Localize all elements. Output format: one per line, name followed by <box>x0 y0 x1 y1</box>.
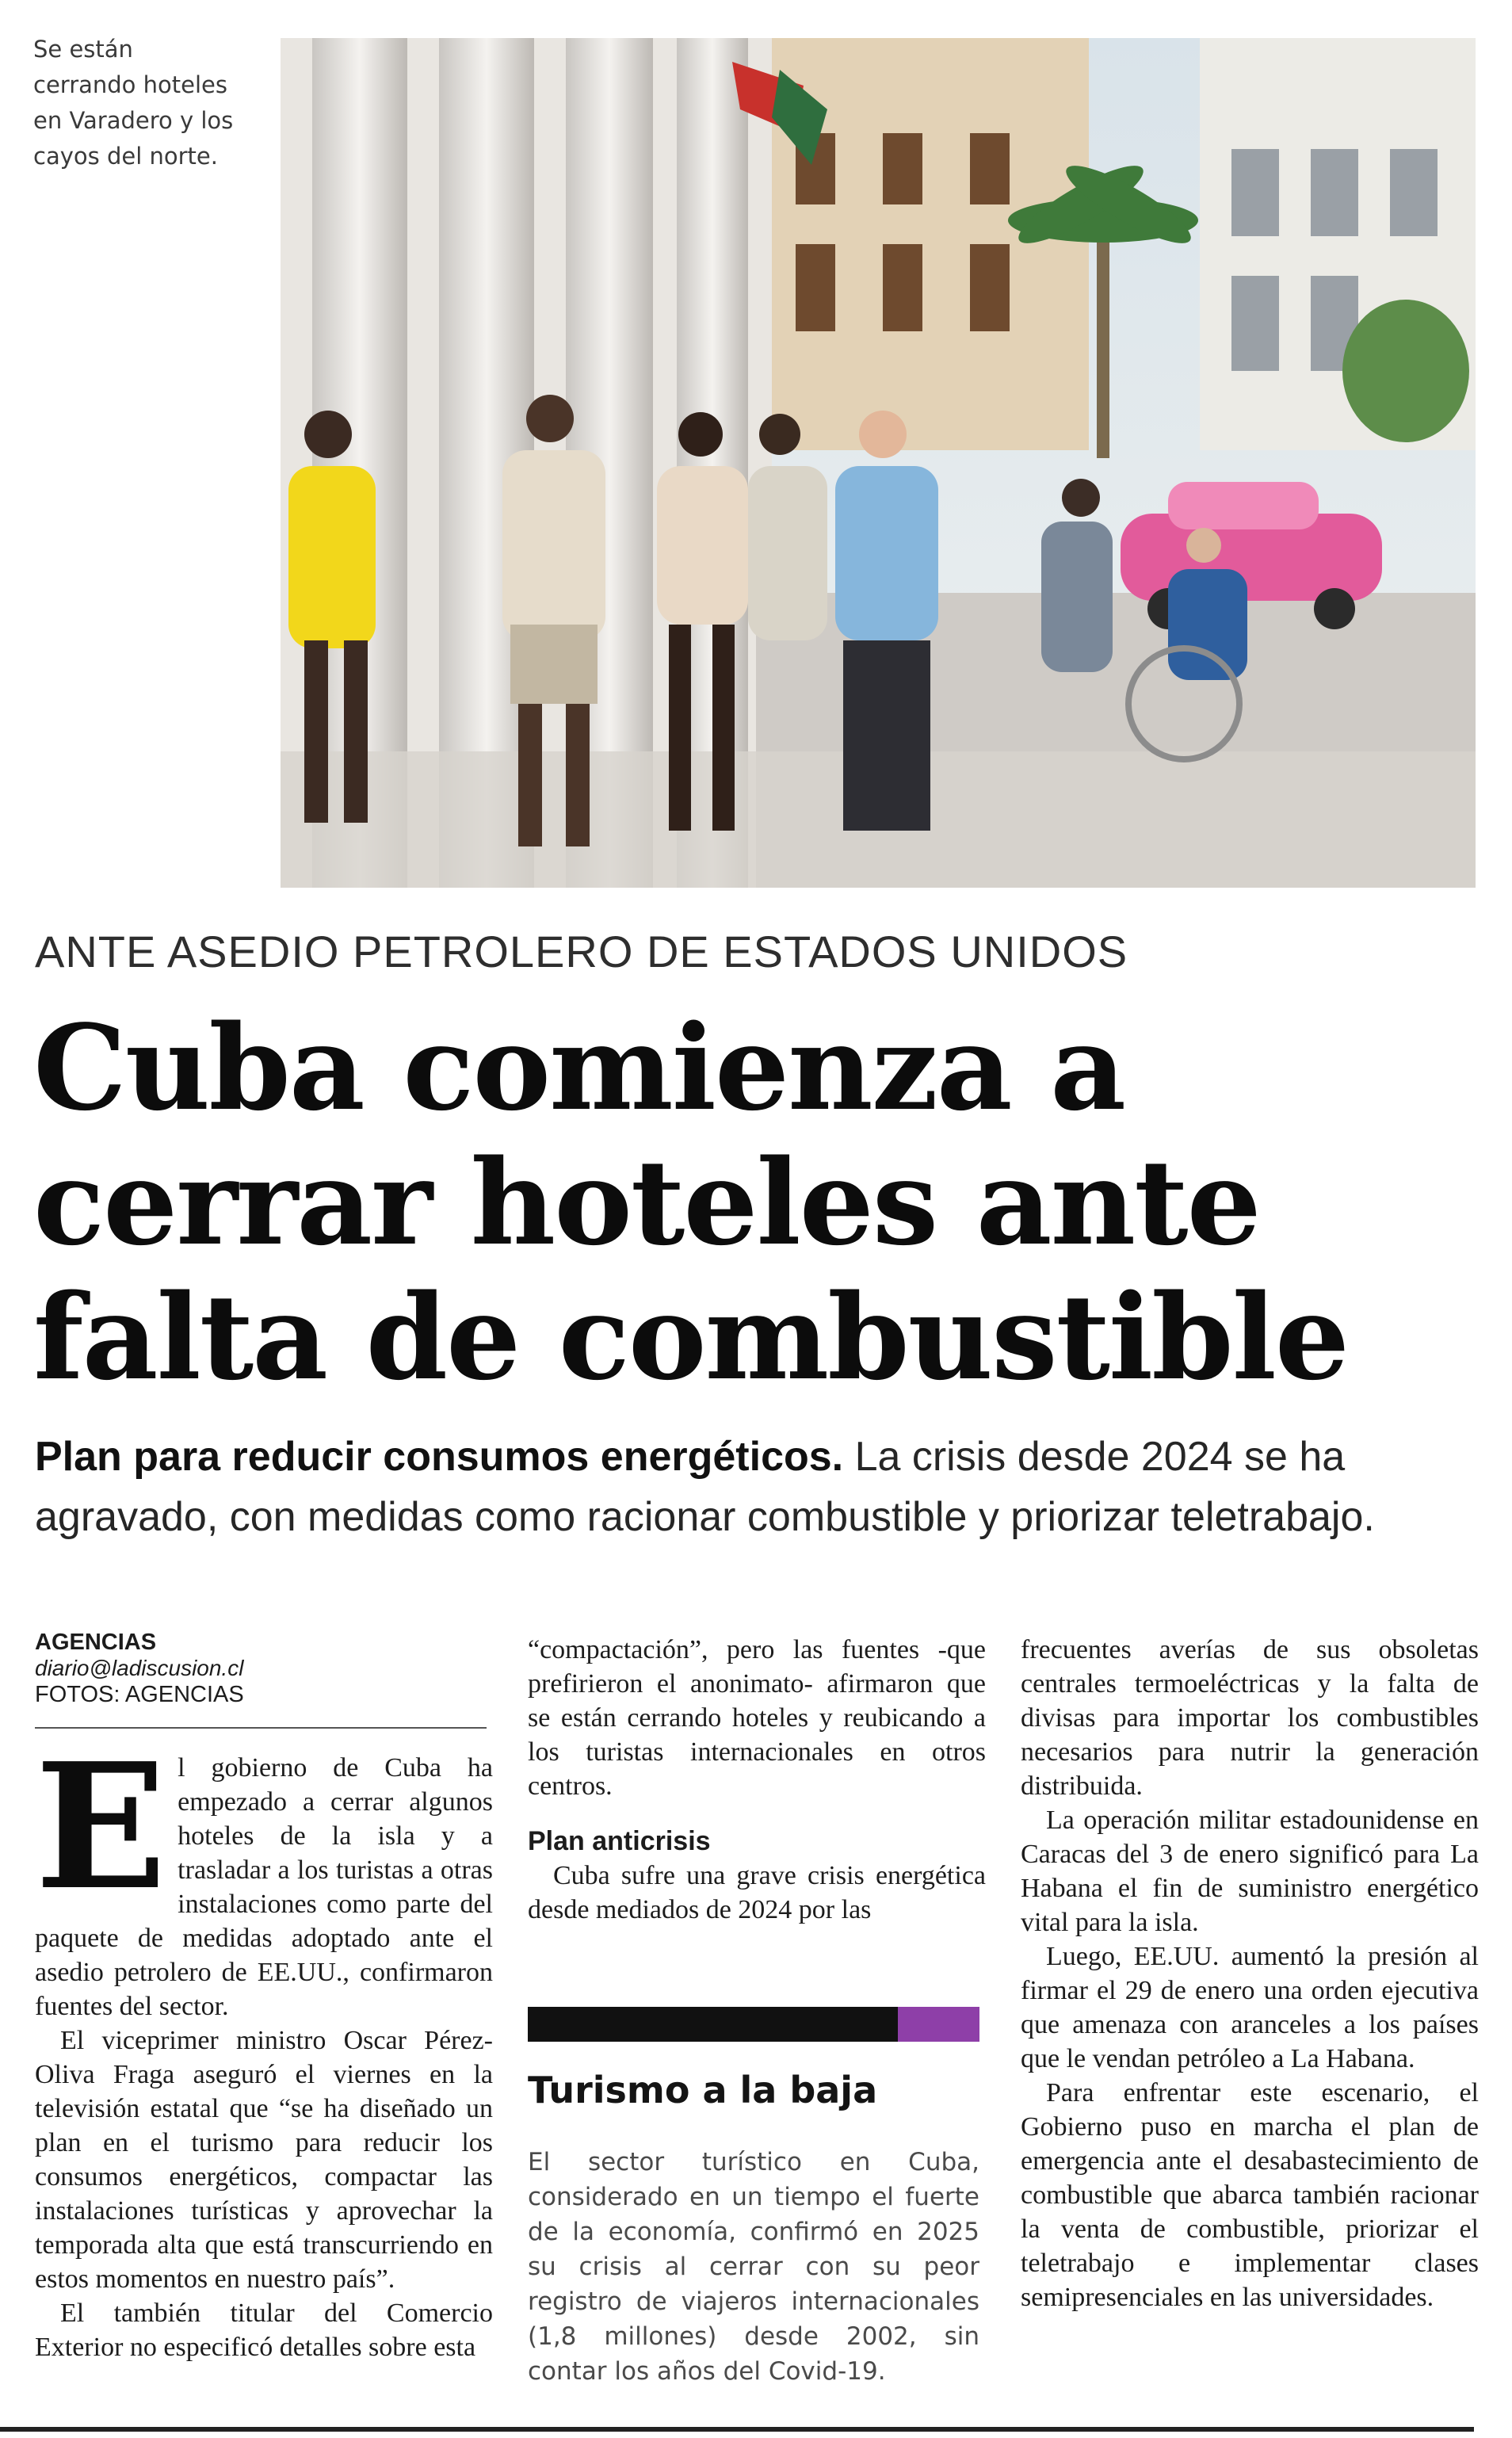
body-paragraph: Luego, EE.UU. aumentó la presión al firmar el 29 de enero una orden ejecutiva que amenaza con aranceles a los países que le vendan petróleo a La Habana. <box>1021 1942 1479 2073</box>
deck-text: La crisis desde 2024 se ha agravado, con medidas como racionar combustible y priorizar teletrabajo. <box>35 1434 1375 1540</box>
page-bottom-rule <box>0 2427 1474 2432</box>
body-paragraph: “compactación”, pero las fuentes -que prefirieron el anonimato- afirmaron que se están cerrando hoteles y reubicando a los turistas internacionales en otros centros. <box>528 1635 986 1801</box>
body-paragraph: Cuba sufre una grave crisis energética desde mediados de 2024 por las <box>528 1861 986 1924</box>
body-paragraph: Para enfrentar este escenario, el Gobierno puso en marcha el plan de emergencia ante el desabastecimiento de combustible que abarca también racionar la venta de combustible, priorizar el teletrabajo e implementar clases semipresenciales en las universidades. <box>1021 2078 1479 2312</box>
body-paragraph: La operación militar estadounidense en Caracas del 3 de enero significó para La Habana el fin de suministro energético vital para la isla. <box>1021 1806 1479 1937</box>
subhead: Plan anticrisis <box>528 1826 711 1856</box>
byline <box>35 1629 493 1708</box>
body-paragraph: El viceprimer ministro Oscar Pérez-Oliva Fraga aseguró el viernes en la televisión estatal que “se ha diseñado un plan en el turismo para reducir los consumos energéticos, compactar las instalaciones turísticas y aprovechar la temporada alta que está transcurriendo en estos momentos en nuestro país”. <box>35 2026 493 2294</box>
drop-cap: E <box>35 1725 167 1928</box>
body-paragraph: frecuentes averías de sus obsoletas centrales termoeléctricas y la falta de divisas para importar los combustibles necesarios para nutrir la generación distribuida. <box>1021 1635 1479 1801</box>
article-kicker: ANTE ASEDIO PETROLERO DE ESTADOS UNIDOS <box>35 927 1128 976</box>
byline-email: diario@ladiscusion.cl <box>35 1656 244 1680</box>
sidebar-title: Turismo a la baja <box>528 2069 878 2111</box>
body-paragraph: El también titular del Comercio Exterior no especificó detalles sobre esta <box>35 2299 493 2362</box>
article-headline: Cuba comienza a cerrar hoteles ante falta de combustible <box>33 999 1349 1406</box>
sidebar-body: El sector turístico en Cuba, considerado en un tiempo el fuerte de la economía, confirmó en 2025 su crisis al cerrar con su peor registro de viajeros internacionales (1,8 millones) desde 2002, sin contar los años del Covid-19. <box>528 2148 979 2386</box>
article-deck <box>35 1427 1485 1547</box>
byline-photos: FOTOS: AGENCIAS <box>35 1682 244 1707</box>
deck-lead: Plan para reducir consumos energéticos. <box>35 1434 844 1480</box>
byline-agency: AGENCIAS <box>35 1630 157 1655</box>
article-photo <box>281 38 1476 888</box>
body-paragraph: El gobierno de Cuba ha empezado a cerrar algunos hoteles de la isla y a trasladar a los turistas a otras instalaciones como parte del paquete de medidas adoptado ante el asedio petrolero de EE.UU., confirmaron fuentes del sector. <box>35 1725 493 2021</box>
sidebar-accent <box>898 2007 979 2042</box>
column-2 <box>528 1633 986 1927</box>
column-1 <box>35 1629 493 2364</box>
column-3 <box>1021 1633 1479 2314</box>
photo-caption: Se están cerrando hoteles en Varadero y los cayos del norte. <box>33 36 234 170</box>
